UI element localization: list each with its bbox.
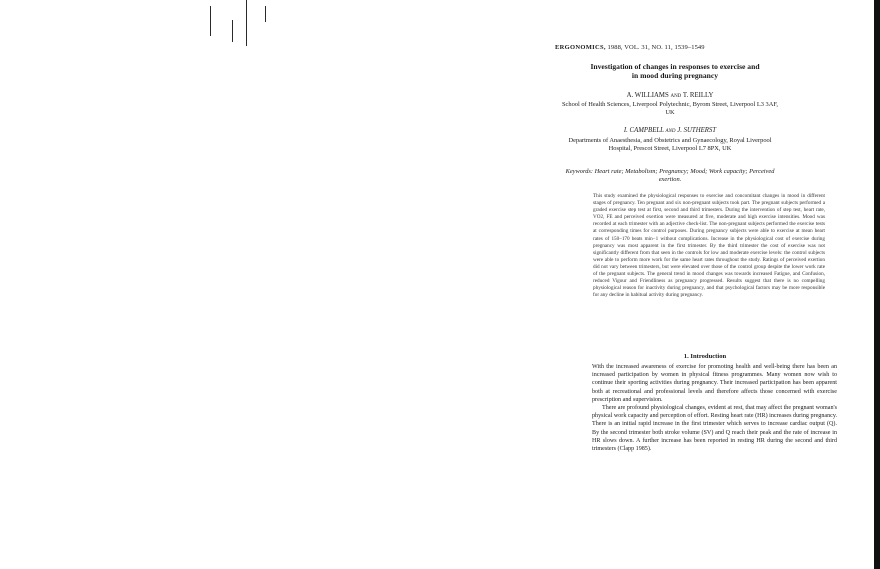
introduction-body xyxy=(592,363,837,453)
paragraph: With the increased awareness of exercise for promoting health and well-being there has been an increased participation by women in physical fitness programmes. Many women now wish to continue their sporting activities during pregnancy. Their increased participation has been apparent both at recreational and professional levels and therefore affects those concerned with exercise prescription and supervision. xyxy=(592,364,837,403)
affiliation-2: Departments of Anaesthesia, and Obstetrics and Gynaecology, Royal Liverpool Hospital, Prescot Street, Liverpool L7 8PX, UK xyxy=(568,137,772,152)
affiliation-1: School of Health Sciences, Liverpool Polytechnic, Byrom Street, Liverpool L3 3AF, UK xyxy=(561,101,779,116)
keywords-text: Heart rate; Metabolism; Pregnancy; Mood; Work capacity; Perceived exertion. xyxy=(594,168,775,183)
running-header xyxy=(555,44,815,51)
citation: 1988, VOL. 31, NO. 11, 1539–1549 xyxy=(607,44,705,51)
paper-title: Investigation of changes in responses to exercise and in mood during pregnancy xyxy=(590,62,760,80)
abstract: This study examined the physiological responses to exercise and concomitant changes in mood in different stages of pregnancy. Ten pregnant and six non-pregnant subjects took part. The pregnant subjects performed a graded exercise step test at first, second and third trimesters. During the intervention of step test, heart rate, VO2, FE and perceived exertion were measured at five, moderate and high exercise intensities. Mood was recorded at each trimester with an adjective check-list. The non-pregnant subjects performed the exercise tests at corresponding times for control purposes. During pregnancy subjects were able to exercise at mean heart rates of 150–170 beats min−1 without complications. Increase in the physiological cost of exercise during pregnancy was most apparent in the first trimester. By the third trimester the cost of exercise was not significantly different from that seen in the controls for low and moderate exercise levels: the control subjects were able to perform more work for the same heart rates throughout the study. Ratings of perceived exertion did not vary between trimesters, but were elevated over those of the control group despite the lower work rate of the pregnant subjects. The general trend in mood changes was towards increased Fatigue, and Confusion, reduced Vigour and Friendliness as pregnancy progressed. Results suggest that there is no compelling physiological reason for inactivity during pregnancy, and that psychological factors may be more responsible for any decline in habitual activity during pregnancy. xyxy=(593,193,825,299)
paragraph: There are profound physiological changes, evident at rest, that may affect the pregnant woman's physical work capacity and perception of effort. Resting heart rate (HR) increases during pregnancy. There is an initial rapid increase in the first trimester which serves to increase cardiac output (Q). By the second trimester both stroke volume (SV) and Q reach their peak and the rate of increase in HR slows down. A further increase has been reported in resting HR during the second and third trimesters (Clapp 1985). xyxy=(592,405,837,453)
journal-name: ERGONOMICS, xyxy=(555,44,606,51)
section-heading: 1. Introduction xyxy=(683,353,727,360)
keywords xyxy=(560,168,780,183)
keywords-label: Keywords: xyxy=(565,168,594,175)
author-list-1: A. WILLIAMS and T. REILLY xyxy=(626,92,714,99)
author-list-2: I. CAMPBELL and J. SUTHERST xyxy=(623,127,717,134)
